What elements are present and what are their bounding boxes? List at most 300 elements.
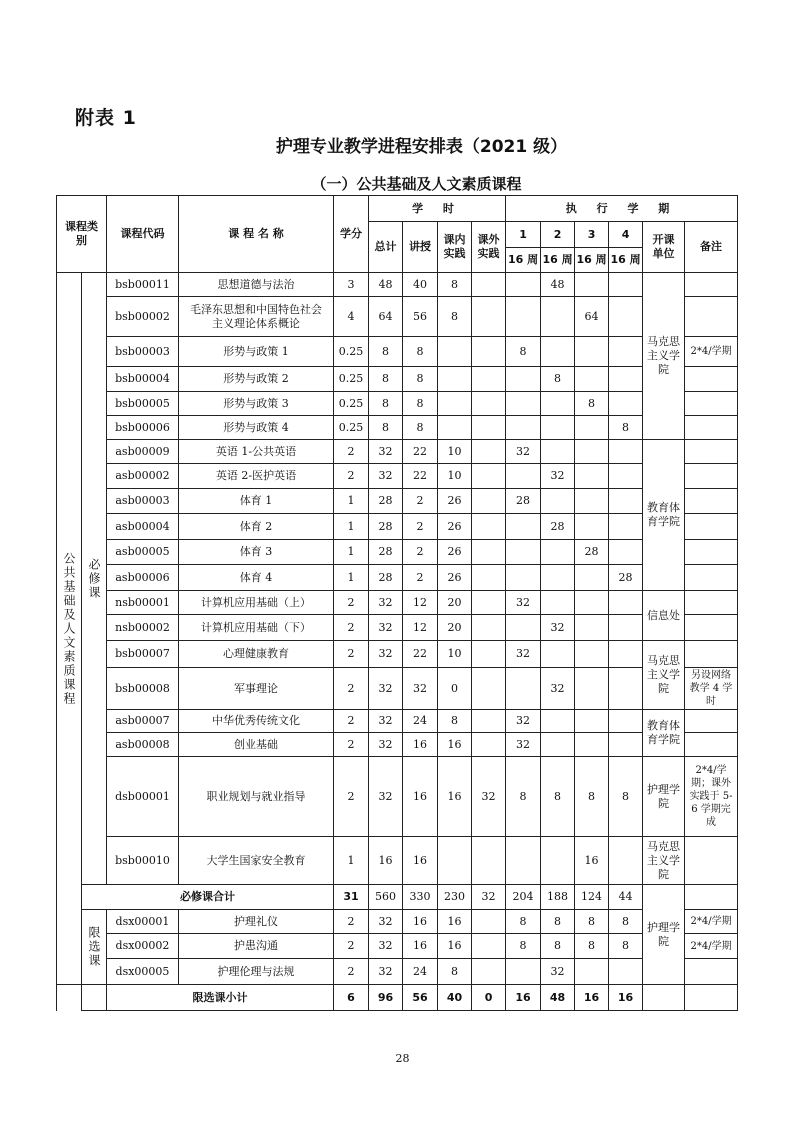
header-hours-lecture: 讲授 — [403, 222, 438, 273]
semester-1: 32 — [506, 641, 541, 668]
table-row — [57, 910, 738, 934]
hours-total: 16 — [369, 837, 403, 885]
hours-total: 32 — [369, 591, 403, 615]
credits: 4 — [334, 297, 369, 337]
semester-1: 8 — [506, 757, 541, 837]
hours-lecture: 56 — [403, 297, 438, 337]
course-code: dsx00001 — [107, 910, 179, 934]
section-subtitle: （一）公共基础及人文素质课程 — [311, 175, 522, 193]
hours-total: 28 — [369, 489, 403, 514]
credits: 2 — [334, 641, 369, 668]
semester-2 — [541, 416, 575, 440]
semester-4 — [609, 591, 643, 615]
semester-3: 64 — [575, 297, 609, 337]
hours-total: 32 — [369, 934, 403, 959]
semester-1 — [506, 837, 541, 885]
dept-cell: 护理学院 — [643, 757, 685, 837]
dept-cell — [643, 985, 685, 1011]
semester-1 — [506, 273, 541, 297]
semester-4 — [609, 959, 643, 985]
dept-cell: 教育体育学院 — [643, 710, 685, 757]
semester-1: 32 — [506, 440, 541, 464]
header-dept: 开课单位 — [643, 222, 685, 273]
hours-total: 64 — [369, 297, 403, 337]
semester-3 — [575, 710, 609, 733]
course-code: bsb00011 — [107, 273, 179, 297]
credits: 0.25 — [334, 337, 369, 367]
hours-in-practice: 26 — [438, 514, 472, 540]
course-name: 体育 1 — [179, 489, 334, 514]
hours-lecture: 24 — [403, 959, 438, 985]
course-name: 体育 4 — [179, 565, 334, 591]
credits: 2 — [334, 591, 369, 615]
table-row — [57, 710, 738, 733]
course-code: bsb00003 — [107, 337, 179, 367]
hours-in-practice: 16 — [438, 934, 472, 959]
hours-in-practice: 8 — [438, 273, 472, 297]
semester-1 — [506, 615, 541, 641]
semester-1: 8 — [506, 910, 541, 934]
hours-lecture: 16 — [403, 934, 438, 959]
table-row — [57, 416, 738, 440]
table-row — [57, 934, 738, 959]
semester-2 — [541, 591, 575, 615]
subcategory-required: 必修课 — [87, 557, 101, 600]
credits: 2 — [334, 757, 369, 837]
semester-1 — [506, 464, 541, 489]
header-weeks-3: 16 周 — [575, 248, 609, 273]
course-code: nsb00001 — [107, 591, 179, 615]
semester-3 — [575, 514, 609, 540]
semester-3 — [575, 464, 609, 489]
header-weeks-4: 16 周 — [609, 248, 643, 273]
dept-cell: 马克思主义学院 — [643, 641, 685, 710]
hours-total: 28 — [369, 514, 403, 540]
hours-in-practice: 20 — [438, 615, 472, 641]
hours-out-practice — [472, 591, 506, 615]
page-number: 28 — [395, 1052, 410, 1065]
hours-in-practice — [438, 416, 472, 440]
semester-4: 8 — [609, 910, 643, 934]
hours-out-practice — [472, 440, 506, 464]
course-code: asb00006 — [107, 565, 179, 591]
course-name: 计算机应用基础（上） — [179, 591, 334, 615]
semester-1 — [506, 540, 541, 565]
hours-total: 32 — [369, 733, 403, 757]
header-hours-group: 学 时 — [369, 196, 506, 222]
course-name: 大学生国家安全教育 — [179, 837, 334, 885]
notes-cell — [685, 514, 738, 540]
semester-2 — [541, 337, 575, 367]
hours-lecture: 8 — [403, 416, 438, 440]
table-row — [57, 392, 738, 416]
semester-2 — [541, 565, 575, 591]
semester-1: 28 — [506, 489, 541, 514]
semester-3 — [575, 337, 609, 367]
table-row — [57, 959, 738, 985]
semester-4 — [609, 337, 643, 367]
hours-out-practice — [472, 392, 506, 416]
elective-total-s1: 16 — [506, 985, 541, 1011]
hours-in-practice: 10 — [438, 440, 472, 464]
notes-cell — [685, 565, 738, 591]
category-main: 公共基础及人文素质课程 — [62, 551, 76, 706]
subcategory-elective: 限选课 — [87, 926, 101, 968]
semester-2 — [541, 440, 575, 464]
course-name: 体育 2 — [179, 514, 334, 540]
hours-out-practice — [472, 710, 506, 733]
hours-total: 32 — [369, 668, 403, 710]
course-code: dsx00005 — [107, 959, 179, 985]
header-category: 课程类别 — [57, 196, 107, 273]
hours-lecture: 12 — [403, 591, 438, 615]
semester-1 — [506, 392, 541, 416]
hours-out-practice — [472, 464, 506, 489]
semester-4 — [609, 514, 643, 540]
notes-cell — [685, 464, 738, 489]
notes-cell — [685, 416, 738, 440]
hours-lecture: 16 — [403, 757, 438, 837]
course-code: asb00004 — [107, 514, 179, 540]
semester-3 — [575, 367, 609, 392]
category-main-cell — [57, 273, 82, 985]
required-total-s3: 124 — [575, 885, 609, 910]
semester-4 — [609, 641, 643, 668]
subcategory-required-cell — [82, 273, 107, 885]
hours-total: 32 — [369, 440, 403, 464]
semester-3: 8 — [575, 910, 609, 934]
semester-4 — [609, 440, 643, 464]
table-row — [57, 641, 738, 668]
semester-3 — [575, 591, 609, 615]
course-name: 护理伦理与法规 — [179, 959, 334, 985]
notes-cell — [685, 710, 738, 733]
table-row — [57, 464, 738, 489]
table-row — [57, 337, 738, 367]
required-total-label: 必修课合计 — [82, 885, 334, 910]
semester-4 — [609, 710, 643, 733]
credits: 2 — [334, 910, 369, 934]
semester-4 — [609, 392, 643, 416]
course-code: asb00002 — [107, 464, 179, 489]
notes-cell — [685, 615, 738, 641]
credits: 1 — [334, 514, 369, 540]
course-name: 创业基础 — [179, 733, 334, 757]
credits: 2 — [334, 959, 369, 985]
semester-3 — [575, 489, 609, 514]
header-weeks-2: 16 周 — [541, 248, 575, 273]
course-name: 护理礼仪 — [179, 910, 334, 934]
subcategory-elective-cell — [82, 910, 107, 985]
notes-cell: 2*4/学期 — [685, 910, 738, 934]
required-total-s2: 188 — [541, 885, 575, 910]
subcategory-empty-cell — [82, 985, 107, 1011]
hours-total: 8 — [369, 367, 403, 392]
semester-3 — [575, 733, 609, 757]
hours-out-practice — [472, 297, 506, 337]
required-total-credits: 31 — [334, 885, 369, 910]
course-name: 体育 3 — [179, 540, 334, 565]
course-name: 形势与政策 3 — [179, 392, 334, 416]
hours-lecture: 22 — [403, 464, 438, 489]
hours-out-practice — [472, 416, 506, 440]
hours-lecture: 16 — [403, 837, 438, 885]
course-name: 形势与政策 1 — [179, 337, 334, 367]
header-semester-group: 执 行 学 期 — [506, 196, 738, 222]
semester-1 — [506, 367, 541, 392]
notes-cell — [685, 440, 738, 464]
document-title: 护理专业教学进程安排表（2021 级） — [275, 137, 568, 157]
table-row — [57, 615, 738, 641]
notes-cell: 2*4/学期；课外实践于 5-6 学期完成 — [685, 757, 738, 837]
semester-1: 8 — [506, 337, 541, 367]
hours-lecture: 8 — [403, 337, 438, 367]
course-name: 英语 2-医护英语 — [179, 464, 334, 489]
course-code: asb00008 — [107, 733, 179, 757]
hours-lecture: 16 — [403, 910, 438, 934]
hours-total: 8 — [369, 392, 403, 416]
credits: 2 — [334, 710, 369, 733]
elective-total-s3: 16 — [575, 985, 609, 1011]
required-total-s4: 44 — [609, 885, 643, 910]
semester-2 — [541, 392, 575, 416]
semester-4 — [609, 733, 643, 757]
hours-lecture: 22 — [403, 440, 438, 464]
hours-in-practice — [438, 367, 472, 392]
dept-cell: 教育体育学院 — [643, 440, 685, 591]
table-row — [57, 489, 738, 514]
semester-3: 16 — [575, 837, 609, 885]
notes-cell: 另设网络教学 4 学时 — [685, 668, 738, 710]
hours-out-practice — [472, 514, 506, 540]
hours-lecture: 32 — [403, 668, 438, 710]
elective-total-in-prac: 40 — [438, 985, 472, 1011]
semester-2: 48 — [541, 273, 575, 297]
hours-out-practice — [472, 540, 506, 565]
semester-2 — [541, 641, 575, 668]
credits: 0.25 — [334, 367, 369, 392]
course-name: 思想道德与法治 — [179, 273, 334, 297]
semester-3 — [575, 641, 609, 668]
semester-2: 8 — [541, 367, 575, 392]
hours-total: 32 — [369, 641, 403, 668]
semester-3 — [575, 959, 609, 985]
table-row — [57, 440, 738, 464]
credits: 0.25 — [334, 392, 369, 416]
notes-cell — [685, 489, 738, 514]
hours-lecture: 12 — [403, 615, 438, 641]
notes-cell — [685, 837, 738, 885]
semester-1 — [506, 565, 541, 591]
hours-lecture: 2 — [403, 514, 438, 540]
semester-2: 8 — [541, 757, 575, 837]
notes-cell — [685, 641, 738, 668]
header-code: 课程代码 — [107, 196, 179, 273]
semester-3 — [575, 273, 609, 297]
semester-3 — [575, 440, 609, 464]
hours-lecture: 22 — [403, 641, 438, 668]
hours-total: 32 — [369, 910, 403, 934]
hours-out-practice: 32 — [472, 757, 506, 837]
semester-2: 32 — [541, 464, 575, 489]
semester-4 — [609, 367, 643, 392]
hours-in-practice: 10 — [438, 641, 472, 668]
hours-out-practice — [472, 273, 506, 297]
category-continuation-cell — [57, 985, 82, 1011]
credits: 2 — [334, 440, 369, 464]
semester-2: 8 — [541, 910, 575, 934]
notes-cell: 2*4/学期 — [685, 934, 738, 959]
semester-1: 32 — [506, 733, 541, 757]
semester-4 — [609, 273, 643, 297]
required-total-in-prac: 230 — [438, 885, 472, 910]
notes-cell — [685, 392, 738, 416]
hours-in-practice: 26 — [438, 489, 472, 514]
credits: 2 — [334, 934, 369, 959]
course-name: 中华优秀传统文化 — [179, 710, 334, 733]
semester-3: 28 — [575, 540, 609, 565]
semester-4 — [609, 615, 643, 641]
header-notes: 备注 — [685, 222, 738, 273]
hours-lecture: 24 — [403, 710, 438, 733]
semester-2 — [541, 297, 575, 337]
hours-in-practice: 8 — [438, 959, 472, 985]
semester-4: 8 — [609, 934, 643, 959]
semester-4 — [609, 489, 643, 514]
notes-cell — [685, 985, 738, 1011]
table-row — [57, 565, 738, 591]
notes-cell — [685, 273, 738, 297]
hours-lecture: 16 — [403, 733, 438, 757]
semester-4 — [609, 668, 643, 710]
credits: 1 — [334, 489, 369, 514]
header-credits: 学分 — [334, 196, 369, 273]
hours-in-practice: 20 — [438, 591, 472, 615]
header-semester-1: 1 — [506, 222, 541, 248]
required-total-row — [57, 885, 738, 910]
table-row — [57, 540, 738, 565]
hours-lecture: 8 — [403, 392, 438, 416]
semester-1 — [506, 416, 541, 440]
hours-total: 32 — [369, 710, 403, 733]
required-total-s1: 204 — [506, 885, 541, 910]
hours-in-practice: 8 — [438, 297, 472, 337]
hours-total: 28 — [369, 565, 403, 591]
credits: 2 — [334, 464, 369, 489]
notes-cell — [685, 540, 738, 565]
hours-total: 8 — [369, 337, 403, 367]
hours-lecture: 8 — [403, 367, 438, 392]
course-code: asb00005 — [107, 540, 179, 565]
table-row — [57, 297, 738, 337]
hours-out-practice — [472, 641, 506, 668]
credits: 0.25 — [334, 416, 369, 440]
hours-total: 32 — [369, 757, 403, 837]
semester-3 — [575, 615, 609, 641]
hours-total: 48 — [369, 273, 403, 297]
notes-cell: 2*4/学期 — [685, 337, 738, 367]
hours-in-practice: 16 — [438, 757, 472, 837]
hours-out-practice — [472, 489, 506, 514]
notes-cell — [685, 959, 738, 985]
table-row — [57, 273, 738, 297]
course-code: nsb00002 — [107, 615, 179, 641]
hours-total: 32 — [369, 464, 403, 489]
semester-2 — [541, 710, 575, 733]
course-name: 形势与政策 2 — [179, 367, 334, 392]
hours-in-practice: 8 — [438, 710, 472, 733]
dept-cell: 马克思主义学院 — [643, 837, 685, 885]
semester-3: 8 — [575, 934, 609, 959]
hours-total: 32 — [369, 959, 403, 985]
semester-2: 8 — [541, 934, 575, 959]
semester-4 — [609, 297, 643, 337]
credits: 1 — [334, 540, 369, 565]
credits: 3 — [334, 273, 369, 297]
semester-4 — [609, 464, 643, 489]
elective-total-row — [57, 985, 738, 1011]
hours-total: 28 — [369, 540, 403, 565]
semester-3: 8 — [575, 392, 609, 416]
hours-total: 32 — [369, 615, 403, 641]
hours-out-practice — [472, 668, 506, 710]
credits: 2 — [334, 733, 369, 757]
notes-cell — [685, 297, 738, 337]
course-code: dsb00001 — [107, 757, 179, 837]
course-schedule-table — [56, 195, 738, 1011]
hours-out-practice — [472, 934, 506, 959]
header-hours-total: 总计 — [369, 222, 403, 273]
course-code: bsb00002 — [107, 297, 179, 337]
dept-cell: 马克思主义学院 — [643, 273, 685, 440]
course-name: 英语 1-公共英语 — [179, 440, 334, 464]
semester-2 — [541, 733, 575, 757]
semester-2 — [541, 540, 575, 565]
course-code: asb00009 — [107, 440, 179, 464]
header-name: 课 程 名 称 — [179, 196, 334, 273]
required-total-out-prac: 32 — [472, 885, 506, 910]
semester-2 — [541, 837, 575, 885]
semester-2: 32 — [541, 668, 575, 710]
semester-4: 28 — [609, 565, 643, 591]
required-total-total: 560 — [369, 885, 403, 910]
semester-3 — [575, 416, 609, 440]
semester-4: 8 — [609, 757, 643, 837]
elective-total-lecture: 56 — [403, 985, 438, 1011]
notes-cell — [685, 367, 738, 392]
credits: 1 — [334, 565, 369, 591]
elective-total-label: 限选课小计 — [107, 985, 334, 1011]
semester-1 — [506, 297, 541, 337]
credits: 1 — [334, 837, 369, 885]
course-code: asb00003 — [107, 489, 179, 514]
table-row — [57, 668, 738, 710]
course-name: 计算机应用基础（下） — [179, 615, 334, 641]
header-semester-3: 3 — [575, 222, 609, 248]
hours-in-practice: 10 — [438, 464, 472, 489]
course-name: 职业规划与就业指导 — [179, 757, 334, 837]
hours-out-practice — [472, 733, 506, 757]
course-code: dsx00002 — [107, 934, 179, 959]
appendix-label: 附表 1 — [75, 107, 137, 129]
table-row — [57, 733, 738, 757]
hours-in-practice: 0 — [438, 668, 472, 710]
table-row — [57, 367, 738, 392]
semester-1 — [506, 514, 541, 540]
semester-1: 32 — [506, 710, 541, 733]
elective-total-s4: 16 — [609, 985, 643, 1011]
dept-cell: 信息处 — [643, 591, 685, 641]
